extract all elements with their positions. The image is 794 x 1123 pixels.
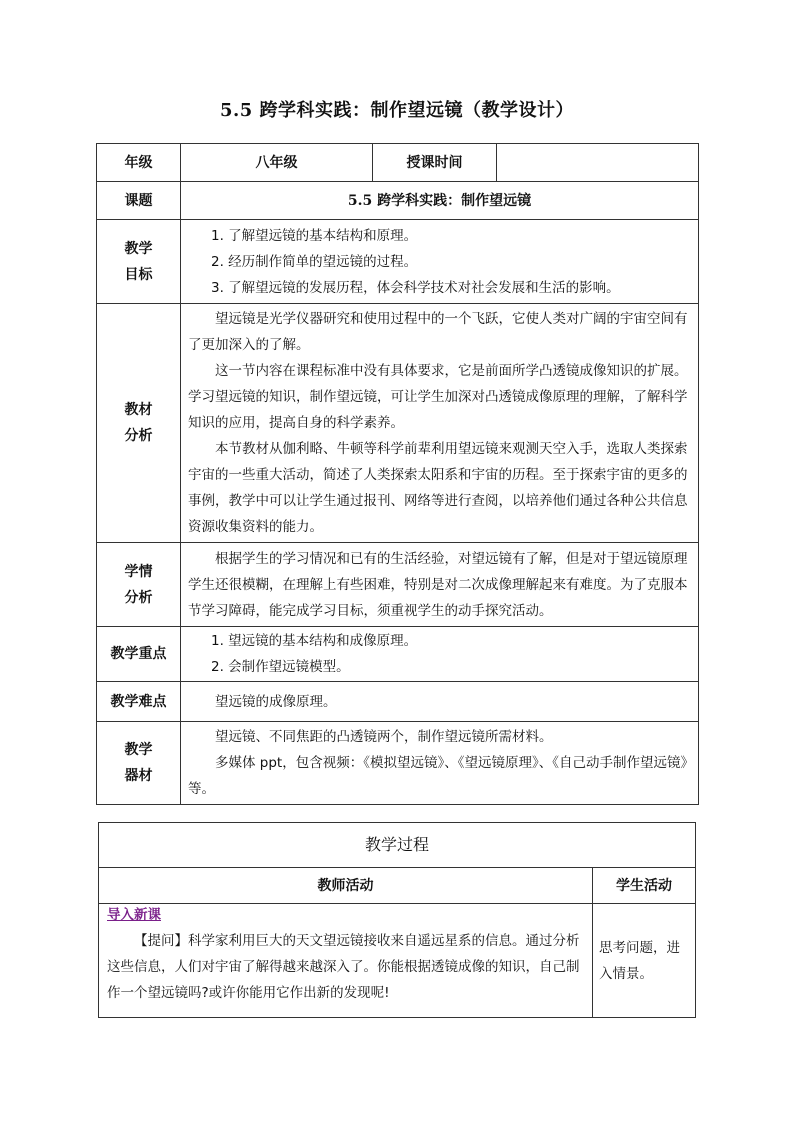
material-label: 教材 分析 — [97, 304, 181, 543]
teacher-activity-cell — [99, 904, 593, 1018]
teacher-activity-header: 教师活动 — [99, 868, 593, 904]
topic-label: 课题 — [97, 182, 181, 220]
grade-label: 年级 — [97, 144, 181, 182]
process-title: 教学过程 — [99, 823, 696, 868]
student-activity-header: 学生活动 — [593, 868, 696, 904]
time-label: 授课时间 — [373, 144, 497, 182]
topic-row — [97, 182, 699, 220]
student-analysis-row — [97, 543, 699, 627]
material-paragraph: 这一节内容在课程标准中没有具体要求，它是前面所学凸透镜成像知识的扩展。学习望远镜的知识，制作望远镜，可让学生加深对凸透镜成像原理的理解，了解科学知识的应用，提高自身的科学素养。 — [188, 363, 688, 431]
goals-label: 教学 目标 — [97, 220, 181, 304]
difficulty-label: 教学难点 — [97, 682, 181, 722]
material-row — [97, 304, 699, 543]
goal-item: 1. 了解望远镜的基本结构和原理。 — [211, 227, 418, 244]
process-row — [99, 904, 696, 1018]
equipment-paragraph: 多媒体 ppt，包含视频：《模拟望远镜》、《望远镜原理》、《自己动手制作望远镜》等。 — [188, 755, 688, 797]
key-point-item: 2. 会制作望远镜模型。 — [211, 659, 350, 675]
key-points-content — [181, 627, 699, 682]
goal-item: 3. 了解望远镜的发展历程，体会科学技术对社会发展和生活的影响。 — [211, 279, 620, 296]
difficulty-content: 望远镜的成像原理。 — [181, 682, 699, 722]
key-points-label: 教学重点 — [97, 627, 181, 682]
teacher-activity-text: 【提问】科学家利用巨大的天文望远镜接收来自遥远星系的信息。通过分析这些信息，人们对宇宙了解得越来越深入了。你能根据透镜成像的知识，自己制作一个望远镜吗?或许你能用它作出新的发现呢! — [107, 933, 580, 1001]
goal-item: 2. 经历制作简单的望远镜的过程。 — [211, 253, 418, 270]
equipment-row — [97, 722, 699, 805]
time-value — [497, 144, 699, 182]
equipment-paragraph: 望远镜、不同焦距的凸透镜两个，制作望远镜所需材料。 — [215, 729, 553, 745]
key-points-row — [97, 627, 699, 682]
equipment-label: 教学 器材 — [97, 722, 181, 805]
topic-value: 5.5 跨学科实践：制作望远镜 — [181, 182, 699, 220]
equipment-content — [181, 722, 699, 805]
grade-value: 八年级 — [181, 144, 373, 182]
lesson-info-table — [96, 143, 699, 805]
teaching-process-table — [98, 822, 696, 1018]
process-header-row — [99, 868, 696, 904]
difficulty-row — [97, 682, 699, 722]
student-analysis-label: 学情 分析 — [97, 543, 181, 627]
process-title-row — [99, 823, 696, 868]
student-analysis-content: 根据学生的学习情况和已有的生活经验，对望远镜有了解，但是对于望远镜原理学生还很模糊，在理解上有些困难，特别是对二次成像理解起来有难度。为了克服本节学习障碍，能完成学习目标，须重视学生的动手探究活动。 — [181, 543, 699, 627]
key-point-item: 1. 望远镜的基本结构和成像原理。 — [211, 633, 418, 649]
student-activity-text: 思考问题，进入情景。 — [593, 904, 696, 1018]
material-content — [181, 304, 699, 543]
goals-content — [181, 220, 699, 304]
goals-row — [97, 220, 699, 304]
material-paragraph: 望远镜是光学仪器研究和使用过程中的一个飞跃，它使人类对广阔的宇宙空间有了更加深入的了解。 — [188, 311, 688, 353]
grade-row — [97, 144, 699, 182]
material-paragraph: 本节教材从伽利略、牛顿等科学前辈利用望远镜来观测天空入手，选取人类探索宇宙的一些重大活动，简述了人类探索太阳系和宇宙的历程。至于探索宇宙的更多的事例，教学中可以让学生通过报刊、网络等进行查阅，以培养他们通过各种公共信息资源收集资料的能力。 — [188, 441, 688, 535]
page-title: 5.5 跨学科实践：制作望远镜（教学设计） — [219, 100, 575, 121]
section-heading-intro: 导入新课 — [107, 907, 161, 923]
